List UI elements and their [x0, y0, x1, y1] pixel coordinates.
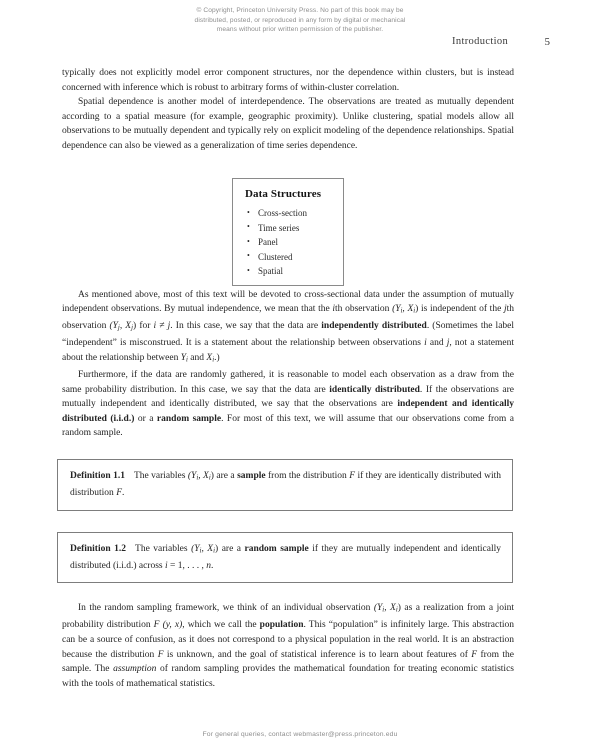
def12-b: are a	[218, 543, 245, 554]
para3-m: .)	[214, 352, 220, 363]
para5-pair-open: (Y	[373, 603, 383, 614]
page-body	[62, 66, 514, 691]
def11-c: from the distribution	[265, 471, 350, 481]
para5-f: from the sample. The	[62, 649, 514, 675]
def12-pair-sub: i	[199, 547, 202, 555]
para3-pair2-sub: j	[117, 324, 120, 332]
def11-pair-mid: , X	[198, 471, 209, 481]
para3-l: and	[187, 352, 207, 363]
list-item: • Spatial	[245, 264, 343, 279]
term-random-sample-def: random sample	[244, 543, 309, 554]
para5-pair-mid: , X	[384, 603, 396, 614]
para5-F3: F	[471, 649, 478, 660]
para4-b: . If the observations are mutually independent and identically distributed, we say that the observations are	[62, 384, 514, 410]
para5-g: of random sampling provides the mathematical foundation for treating economic statistics with the tools of mathematical statistics.	[62, 664, 514, 689]
def12-range: = 1, . . . ,	[167, 560, 207, 571]
def11-pair-sub: i	[196, 474, 199, 482]
term-iid: independent and identically distributed (i.i.d.)	[62, 399, 514, 424]
data-structures-box	[232, 178, 344, 286]
para3-j: j	[446, 338, 450, 349]
copyright-line-1: © Copyright, Princeton University Press. No part of this book may be	[196, 7, 404, 14]
def12-pair-mid: , X	[201, 543, 214, 554]
term-population: population	[259, 620, 304, 631]
para3-a: As mentioned above, most of this text will be devoted to cross-sectional data under the assumption of mutually independent observations. By mutual independence, we mean that the	[62, 289, 514, 315]
para3-Y-sub: i	[186, 356, 188, 364]
def11-F2: F	[116, 488, 122, 499]
definition-1-2-box	[57, 532, 513, 584]
def12-pair-sub2: i	[213, 547, 216, 555]
def11-pair-open: (Y	[187, 471, 197, 481]
paragraph-iid	[62, 368, 514, 441]
para3-jth: j	[503, 304, 507, 315]
para3-pair2-close: )	[133, 321, 137, 332]
para3-i: i	[424, 338, 427, 349]
data-structures-list	[245, 206, 343, 279]
copyright-notice	[0, 6, 600, 35]
def11-pair-sub2: i	[208, 474, 211, 482]
para5-e: is unknown, and the goal of statistical inference is to learn about features of	[163, 649, 472, 660]
list-item: • Clustered	[245, 250, 343, 265]
para3-X-sub: i	[212, 356, 215, 364]
para5-b: as a realization from a joint probability distribution	[62, 603, 514, 631]
para3-f: . In this case, we say that the data are	[170, 321, 322, 332]
para3-pair1: (Y	[392, 304, 401, 315]
para3-c: is independent of the	[418, 304, 504, 315]
para5-args: (y, x)	[159, 620, 183, 631]
para3-ith: i	[332, 304, 336, 315]
para4-c: or a	[134, 413, 157, 424]
def12-pair-close: )	[215, 543, 219, 554]
def11-b: are a	[213, 471, 238, 481]
para5-pair-sub2: i	[395, 606, 398, 614]
definition-1-2-text	[70, 542, 501, 574]
definition-1-2-label: Definition 1.2	[70, 543, 127, 554]
para1-line2: instead concerned with inference which is robust to arbitrary forms of within-cluster correlation.	[62, 68, 514, 93]
para3-pair1-sub2: i	[413, 307, 416, 315]
para3-condition: i ≠ j	[153, 321, 171, 332]
para3-X: X	[206, 352, 213, 363]
para4-a: Furthermore, if the data are randomly gathered, it is reasonable to model each observation as a draw from the same probability distribution. In this case, we say that the data are	[62, 370, 514, 395]
para3-e: for	[136, 321, 154, 332]
page-footer: For general queries, contact webmaster@press.princeton.edu	[202, 731, 398, 738]
definition-1-1-box	[57, 459, 513, 511]
paragraph-spatial-dependence: Spatial dependence is another model of interdependence. The observations are treated as mutually dependent according to a spatial measure (for example, geographic proximity). Unlike clustering, spatial models allow all observations to be mutually dependent and typically rely on explicit modeling of the dependence relationships. Spatial dependence can also be viewed as a generalization of time series dependence.	[62, 97, 514, 151]
para4-d: . For most of this text, we will assume that our observations come from a random sample.	[62, 413, 514, 439]
para5-F: F	[153, 620, 160, 631]
running-head	[62, 36, 550, 52]
para3-pair2-sub2: j	[131, 324, 134, 332]
para5-c: , which we call the	[182, 620, 260, 631]
para5-d: . This “population” is infinitely large. This abstraction can be a source of confusion, as it does not correspond to a physical population in the real world. It is an abstraction because the distribution	[62, 620, 514, 660]
paragraph-continuation	[62, 66, 514, 95]
page-number: 5	[544, 36, 550, 48]
definition-1-1-label: Definition 1.1	[70, 471, 125, 481]
def11-F1: F	[349, 471, 356, 481]
def11-d: if they are identically distributed with distribution	[70, 471, 501, 499]
list-item: • Time series	[245, 221, 343, 236]
paragraph-population	[62, 601, 514, 691]
para5-pair-sub: i	[382, 606, 385, 614]
chapter-title: Introduction	[452, 36, 509, 47]
def12-index: i	[164, 560, 168, 571]
para3-b: th observation	[335, 304, 393, 315]
def11-pair-close: )	[210, 471, 214, 481]
para3-pair2-open: (Y	[109, 321, 118, 332]
emphasis-assumption: assumption	[113, 664, 157, 675]
para3-pair1-end: )	[415, 304, 419, 315]
def11-a: The variables	[133, 471, 188, 481]
para3-pair1-sub: i	[400, 307, 403, 315]
list-item: • Panel	[245, 235, 343, 250]
para3-h: and	[426, 338, 447, 349]
term-sample: sample	[237, 471, 266, 481]
def12-c: if they are mutually independent and identically distributed (i.i.d.) across	[70, 543, 501, 571]
data-structures-box-wrapper	[62, 178, 514, 286]
paragraph-mutual-independence	[62, 288, 514, 368]
para1-line1: typically does not explicitly model error component structures, nor the dependence within clusters, but is	[62, 68, 484, 78]
para5-a: In the random sampling framework, we think of an individual observation	[78, 603, 374, 614]
definition-1-1-text	[70, 469, 501, 501]
para3-pair1-mid: , X	[402, 304, 414, 315]
term-independently-distributed: independently distributed	[321, 321, 427, 332]
para5-F2: F	[157, 649, 164, 660]
copyright-line-3: means without prior written permission of the publisher.	[216, 26, 384, 34]
para3-pair2-mid: , X	[119, 321, 132, 332]
para5-pair-close: )	[397, 603, 401, 614]
term-identically-distributed: identically distributed	[329, 384, 420, 395]
data-structures-title: Data Structures	[245, 188, 322, 200]
copyright-line-2: distributed, posted, or reproduced in any form by digital or mechanical	[194, 16, 406, 24]
term-random-sample: random sample	[156, 413, 222, 424]
def12-n: n	[206, 560, 211, 571]
def12-a: The variables	[135, 543, 192, 554]
para3-g: . (Sometimes the label “independent” is misconstrued. It is a statement about the relationship between observations	[62, 321, 515, 349]
def11-e: .	[122, 488, 125, 499]
list-item: • Cross-section	[245, 206, 343, 221]
para3-Y: Y	[180, 352, 187, 363]
def12-d: .	[210, 560, 214, 571]
para3-k: , not a statement about the relationship between	[62, 338, 514, 363]
def12-pair-open: (Y	[191, 543, 200, 554]
para3-d: th observation	[62, 304, 514, 332]
